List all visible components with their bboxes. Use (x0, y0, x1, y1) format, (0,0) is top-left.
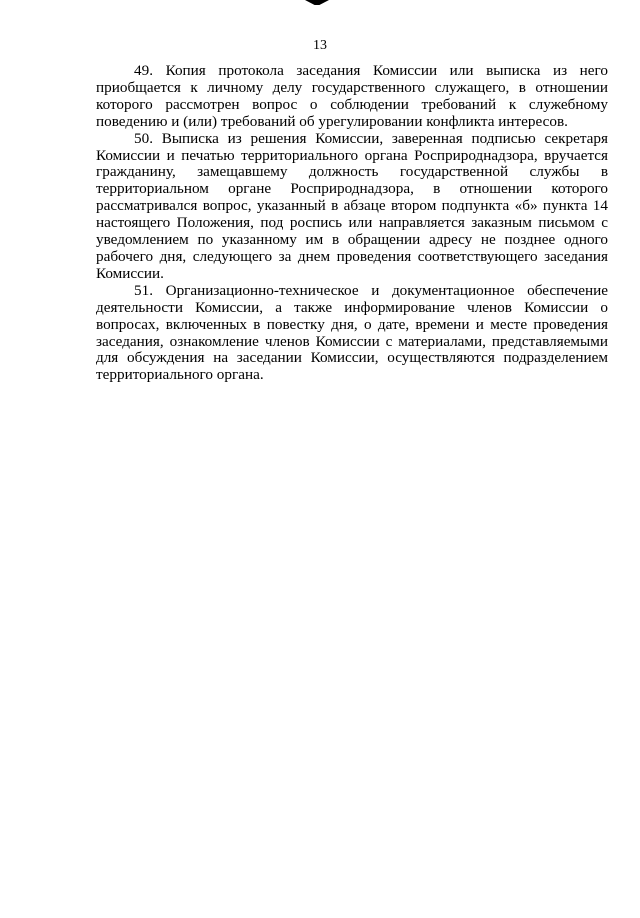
paragraph-50: 50. Выписка из решения Комиссии, заверенная подписью секретаря Комиссии и печатью территориального органа Росприроднадзора, вручается гражданину, замещавшему должность государственной службы в территориальном органе Росприроднадзора, в отношении которого рассматривался вопрос, указанный в абзаце втором подпункта «б» пункта 14 настоящего Положения, под роспись или направляется заказным письмом с уведомлением по указанному им в обращении адресу не позднее одного рабочего дня, следующего за днем проведения соответствующего заседания Комиссии. (96, 129, 608, 282)
document-body (96, 63, 608, 384)
scan-edge-mark (305, 0, 329, 5)
page-number: 13 (313, 38, 327, 53)
paragraph-51: 51. Организационно-техническое и документационное обеспечение деятельности Комиссии, а также информирование членов Комиссии о вопросах, включенных в повестку дня, о дате, времени и месте проведения заседания, ознакомление членов Комиссии с материалами, представляемыми для обсуждения на заседании Комиссии, осуществляются подразделением территориального органа. (96, 281, 608, 384)
paragraph-49: 49. Копия протокола заседания Комиссии или выписка из него приобщается к личному делу государственного служащего, в отношении которого рассмотрен вопрос о соблюдении требований к служебному поведению и (или) требований об урегулировании конфликта интересов. (96, 62, 608, 130)
